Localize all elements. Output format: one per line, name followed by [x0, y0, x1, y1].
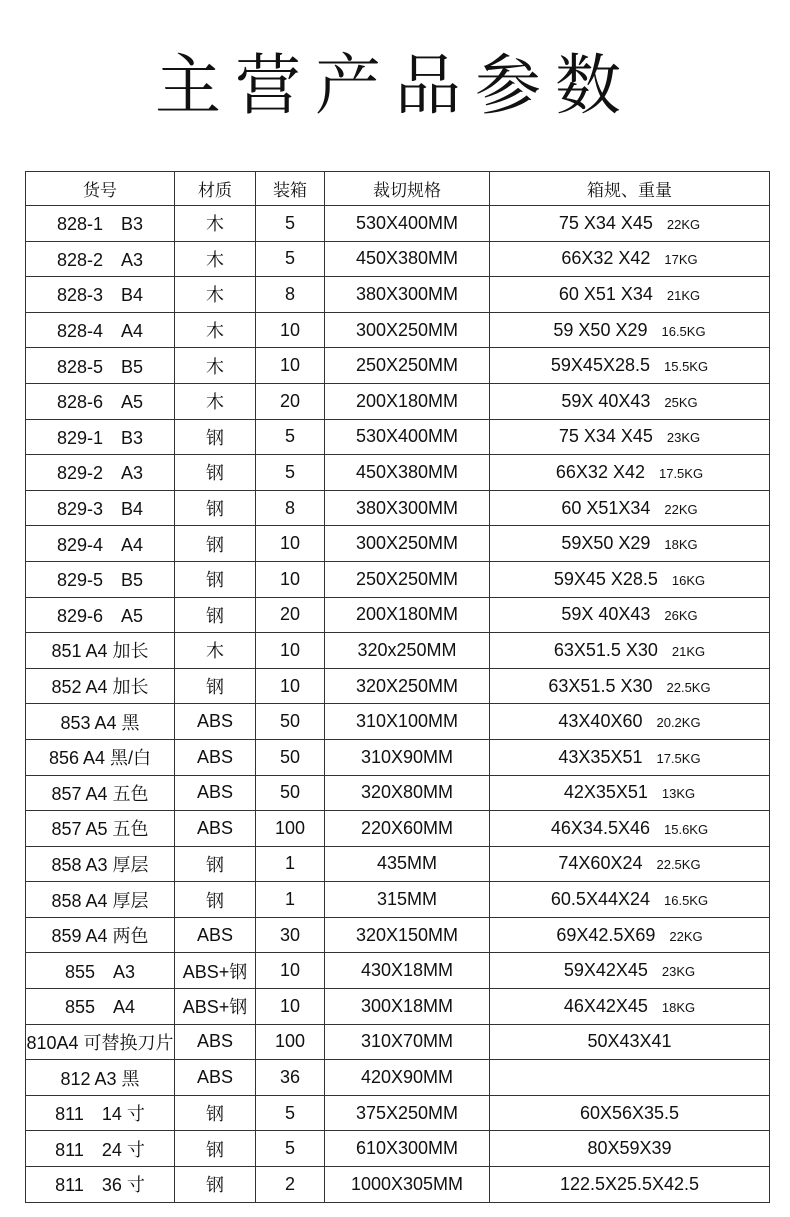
- cell-item-no: 812 A3 黑: [26, 1060, 175, 1096]
- cell-item-no: 811 36 寸: [26, 1167, 175, 1203]
- box-dimensions: 60.5X44X24: [550, 889, 650, 910]
- cell-box-weight: [490, 846, 770, 882]
- cell-packing: 1: [256, 882, 325, 918]
- cell-box-weight: [490, 348, 770, 384]
- box-dimensions: 60 X51X34: [561, 497, 651, 518]
- cell-cutting-size: 300X250MM: [325, 526, 490, 562]
- table-row: [26, 597, 770, 633]
- box-weight: 16.5KG: [664, 893, 709, 909]
- cell-cutting-size: 315MM: [325, 882, 490, 918]
- cell-packing: 10: [256, 312, 325, 348]
- cell-item-no: 829-1 B3: [26, 419, 175, 455]
- box-weight: 16KG: [671, 572, 706, 588]
- cell-cutting-size: 300X18MM: [325, 989, 490, 1025]
- box-dimensions: 46X34.5X46: [550, 817, 650, 838]
- box-dimensions: 43X35X51: [558, 746, 643, 767]
- box-weight: 18KG: [661, 999, 696, 1015]
- cell-item-no: 858 A3 厚层: [26, 846, 175, 882]
- cell-box-weight: [490, 455, 770, 491]
- cell-item-no: 828-1 B3: [26, 206, 175, 242]
- cell-packing: 10: [256, 953, 325, 989]
- cell-box-weight: [490, 989, 770, 1025]
- cell-item-no: 829-2 A3: [26, 455, 175, 491]
- cell-cutting-size: 610X300MM: [325, 1131, 490, 1167]
- box-dimensions: 60 X51 X34: [558, 283, 653, 304]
- cell-packing: 20: [256, 383, 325, 419]
- box-weight: 26KG: [664, 608, 698, 624]
- box-weight: 20.2KG: [656, 715, 701, 731]
- table-row: [26, 633, 770, 669]
- cell-item-no: 851 A4 加长: [26, 633, 175, 669]
- box-weight: 23KG: [666, 430, 701, 446]
- product-parameter-table: [25, 171, 770, 1203]
- cell-material: ABS+钢: [175, 953, 256, 989]
- box-weight: 17.5KG: [656, 750, 701, 766]
- box-dimensions: 75 X34 X45: [558, 426, 653, 447]
- table-row: [26, 561, 770, 597]
- cell-packing: 5: [256, 241, 325, 277]
- cell-box-weight: [490, 775, 770, 811]
- table-row: [26, 668, 770, 704]
- cell-box-weight: [490, 882, 770, 918]
- box-weight: 15.6KG: [664, 821, 709, 837]
- cell-box-weight: [490, 953, 770, 989]
- cell-material: 木: [175, 312, 256, 348]
- cell-box-weight: [490, 704, 770, 740]
- cell-box-weight: [490, 561, 770, 597]
- cell-material: ABS: [175, 1060, 256, 1096]
- cell-cutting-size: 435MM: [325, 846, 490, 882]
- box-weight: 18KG: [664, 537, 698, 553]
- cell-material: 钢: [175, 490, 256, 526]
- cell-packing: 5: [256, 1095, 325, 1131]
- cell-material: 钢: [175, 1167, 256, 1203]
- cell-box-weight: [490, 633, 770, 669]
- cell-material: 木: [175, 206, 256, 242]
- cell-item-no: 855 A4: [26, 989, 175, 1025]
- table-row: [26, 953, 770, 989]
- cell-cutting-size: 430X18MM: [325, 953, 490, 989]
- cell-material: 钢: [175, 1095, 256, 1131]
- cell-item-no: 829-4 A4: [26, 526, 175, 562]
- cell-cutting-size: 310X100MM: [325, 704, 490, 740]
- cell-box-weight: [490, 1131, 770, 1167]
- cell-material: 木: [175, 241, 256, 277]
- cell-cutting-size: 300X250MM: [325, 312, 490, 348]
- cell-cutting-size: 450X380MM: [325, 455, 490, 491]
- cell-box-weight: [490, 1095, 770, 1131]
- cell-item-no: 858 A4 厚层: [26, 882, 175, 918]
- cell-material: 钢: [175, 526, 256, 562]
- table-row: [26, 989, 770, 1025]
- box-dimensions: 59 X50 X29: [553, 319, 648, 340]
- cell-packing: 50: [256, 739, 325, 775]
- box-weight: 22KG: [664, 501, 698, 517]
- box-weight: 17KG: [664, 252, 698, 268]
- cell-cutting-size: 320x250MM: [325, 633, 490, 669]
- cell-material: 钢: [175, 668, 256, 704]
- header-packing: 装箱: [256, 172, 325, 206]
- cell-material: 木: [175, 277, 256, 313]
- box-dimensions: 63X51.5 X30: [548, 675, 653, 696]
- cell-packing: 5: [256, 455, 325, 491]
- box-dimensions: 50X43X41: [587, 1031, 672, 1052]
- cell-material: 钢: [175, 846, 256, 882]
- cell-cutting-size: 380X300MM: [325, 490, 490, 526]
- cell-cutting-size: 1000X305MM: [325, 1167, 490, 1203]
- box-dimensions: 66X32 X42: [555, 461, 645, 482]
- cell-item-no: 829-3 B4: [26, 490, 175, 526]
- cell-item-no: 810A4 可替换刀片: [26, 1024, 175, 1060]
- table-row: [26, 241, 770, 277]
- cell-item-no: 857 A5 五色: [26, 811, 175, 847]
- box-dimensions: 43X40X60: [558, 711, 643, 732]
- page-title: 主营产品参数: [155, 47, 635, 124]
- cell-material: 钢: [175, 882, 256, 918]
- cell-cutting-size: 450X380MM: [325, 241, 490, 277]
- cell-packing: 100: [256, 811, 325, 847]
- cell-cutting-size: 420X90MM: [325, 1060, 490, 1096]
- cell-cutting-size: 200X180MM: [325, 597, 490, 633]
- box-dimensions: 42X35X51: [563, 782, 648, 803]
- cell-cutting-size: 530X400MM: [325, 206, 490, 242]
- table-row: [26, 277, 770, 313]
- cell-item-no: 811 24 寸: [26, 1131, 175, 1167]
- cell-item-no: 859 A4 两色: [26, 917, 175, 953]
- box-weight: 17.5KG: [658, 465, 704, 481]
- cell-material: 钢: [175, 455, 256, 491]
- cell-material: 木: [175, 633, 256, 669]
- cell-box-weight: [490, 241, 770, 277]
- table-row: [26, 704, 770, 740]
- box-weight: 21KG: [666, 287, 701, 303]
- cell-packing: 10: [256, 668, 325, 704]
- cell-box-weight: [490, 1024, 770, 1060]
- cell-packing: 1: [256, 846, 325, 882]
- cell-box-weight: [490, 383, 770, 419]
- cell-box-weight: [490, 1167, 770, 1203]
- cell-material: ABS: [175, 1024, 256, 1060]
- cell-box-weight: [490, 206, 770, 242]
- box-dimensions: 59X42X45: [563, 960, 648, 981]
- cell-item-no: 828-3 B4: [26, 277, 175, 313]
- cell-material: 钢: [175, 597, 256, 633]
- table-row: [26, 739, 770, 775]
- cell-material: ABS: [175, 739, 256, 775]
- cell-box-weight: [490, 312, 770, 348]
- cell-packing: 5: [256, 206, 325, 242]
- box-weight: 22KG: [669, 928, 703, 944]
- box-dimensions: 46X42X45: [563, 995, 648, 1016]
- cell-cutting-size: 530X400MM: [325, 419, 490, 455]
- cell-packing: 30: [256, 917, 325, 953]
- cell-material: ABS: [175, 704, 256, 740]
- cell-item-no: 857 A4 五色: [26, 775, 175, 811]
- box-dimensions: 75 X34 X45: [558, 212, 653, 233]
- cell-packing: 50: [256, 704, 325, 740]
- box-dimensions: 59X 40X43: [561, 604, 651, 625]
- cell-item-no: 828-5 B5: [26, 348, 175, 384]
- cell-material: 木: [175, 348, 256, 384]
- box-dimensions: 59X 40X43: [561, 390, 651, 411]
- cell-packing: 50: [256, 775, 325, 811]
- cell-item-no: 828-4 A4: [26, 312, 175, 348]
- cell-item-no: 828-2 A3: [26, 241, 175, 277]
- cell-box-weight: [490, 526, 770, 562]
- box-dimensions: 80X59X39: [587, 1138, 672, 1159]
- table-row: [26, 775, 770, 811]
- cell-cutting-size: 200X180MM: [325, 383, 490, 419]
- table-row: [26, 312, 770, 348]
- box-weight: 25KG: [664, 394, 698, 410]
- table-row: [26, 917, 770, 953]
- cell-material: 钢: [175, 419, 256, 455]
- box-weight: 21KG: [671, 643, 706, 659]
- cell-material: 钢: [175, 1131, 256, 1167]
- table-row: [26, 206, 770, 242]
- cell-packing: 100: [256, 1024, 325, 1060]
- cell-box-weight: [490, 739, 770, 775]
- box-dimensions: 60X56X35.5: [579, 1102, 680, 1123]
- cell-item-no: 828-6 A5: [26, 383, 175, 419]
- cell-item-no: 829-6 A5: [26, 597, 175, 633]
- cell-packing: 10: [256, 989, 325, 1025]
- cell-box-weight: [490, 1060, 770, 1096]
- box-dimensions: 59X45X28.5: [550, 355, 650, 376]
- cell-box-weight: [490, 597, 770, 633]
- cell-packing: 10: [256, 633, 325, 669]
- cell-cutting-size: 320X150MM: [325, 917, 490, 953]
- cell-packing: 10: [256, 348, 325, 384]
- cell-cutting-size: 220X60MM: [325, 811, 490, 847]
- table-row: [26, 383, 770, 419]
- cell-box-weight: [490, 811, 770, 847]
- cell-item-no: 856 A4 黑/白: [26, 739, 175, 775]
- cell-material: ABS+钢: [175, 989, 256, 1025]
- table-row: [26, 1024, 770, 1060]
- cell-item-no: 811 14 寸: [26, 1095, 175, 1131]
- table-row: [26, 526, 770, 562]
- box-weight: 22KG: [666, 216, 701, 232]
- box-weight: 22.5KG: [666, 679, 711, 695]
- table-row: [26, 1167, 770, 1203]
- box-weight: 23KG: [661, 964, 696, 980]
- cell-cutting-size: 310X90MM: [325, 739, 490, 775]
- table-row: [26, 1095, 770, 1131]
- cell-packing: 5: [256, 419, 325, 455]
- table-row: [26, 1060, 770, 1096]
- cell-item-no: 855 A3: [26, 953, 175, 989]
- cell-item-no: 853 A4 黑: [26, 704, 175, 740]
- cell-item-no: 829-5 B5: [26, 561, 175, 597]
- box-dimensions: 63X51.5 X30: [553, 639, 658, 660]
- cell-box-weight: [490, 917, 770, 953]
- table-row: [26, 455, 770, 491]
- box-weight: 13KG: [661, 786, 696, 802]
- box-dimensions: 74X60X24: [558, 853, 643, 874]
- cell-material: ABS: [175, 775, 256, 811]
- table-row: [26, 348, 770, 384]
- cell-packing: 20: [256, 597, 325, 633]
- header-material: 材质: [175, 172, 256, 206]
- cell-packing: 8: [256, 277, 325, 313]
- cell-box-weight: [490, 277, 770, 313]
- header-item-no: 货号: [26, 172, 175, 206]
- table-header-row: [26, 172, 770, 206]
- cell-packing: 10: [256, 526, 325, 562]
- cell-material: 钢: [175, 561, 256, 597]
- cell-packing: 10: [256, 561, 325, 597]
- cell-box-weight: [490, 419, 770, 455]
- cell-packing: 8: [256, 490, 325, 526]
- box-dimensions: 59X45 X28.5: [553, 568, 658, 589]
- box-weight: 16.5KG: [661, 323, 706, 339]
- box-dimensions: 69X42.5X69: [556, 924, 656, 945]
- table-row: [26, 846, 770, 882]
- box-weight: 22.5KG: [656, 857, 701, 873]
- table-row: [26, 1131, 770, 1167]
- header-box-weight: 箱规、重量: [490, 172, 770, 206]
- cell-item-no: 852 A4 加长: [26, 668, 175, 704]
- table-row: [26, 419, 770, 455]
- header-cutting-size: 裁切规格: [325, 172, 490, 206]
- cell-box-weight: [490, 490, 770, 526]
- box-weight: 15.5KG: [664, 359, 709, 375]
- box-dimensions: 122.5X25.5X42.5: [559, 1173, 700, 1194]
- cell-cutting-size: 320X250MM: [325, 668, 490, 704]
- cell-cutting-size: 310X70MM: [325, 1024, 490, 1060]
- cell-cutting-size: 375X250MM: [325, 1095, 490, 1131]
- table-row: [26, 882, 770, 918]
- cell-cutting-size: 250X250MM: [325, 561, 490, 597]
- table-row: [26, 811, 770, 847]
- cell-cutting-size: 380X300MM: [325, 277, 490, 313]
- cell-packing: 2: [256, 1167, 325, 1203]
- cell-packing: 36: [256, 1060, 325, 1096]
- cell-material: ABS: [175, 917, 256, 953]
- box-dimensions: 59X50 X29: [561, 533, 651, 554]
- cell-cutting-size: 250X250MM: [325, 348, 490, 384]
- cell-cutting-size: 320X80MM: [325, 775, 490, 811]
- box-dimensions: 66X32 X42: [561, 248, 651, 269]
- cell-box-weight: [490, 668, 770, 704]
- cell-material: ABS: [175, 811, 256, 847]
- table-row: [26, 490, 770, 526]
- cell-material: 木: [175, 383, 256, 419]
- cell-packing: 5: [256, 1131, 325, 1167]
